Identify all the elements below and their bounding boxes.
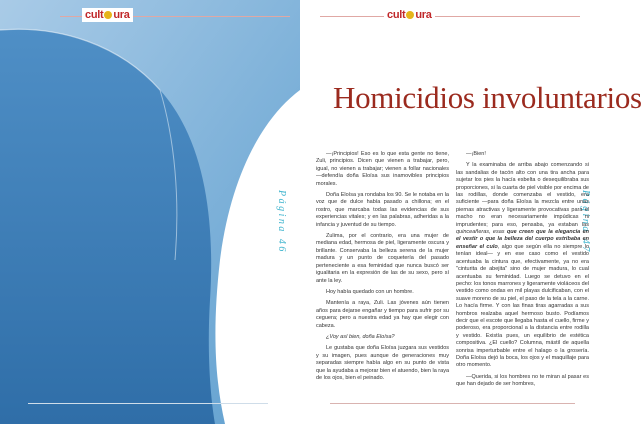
paragraph: Hoy había quedado con un hombre. xyxy=(326,288,414,295)
page-number-left: Página 46 xyxy=(276,190,287,254)
paragraph: Zulima, por el contrario, era una mujer de mediana edad, hermosa de piel, ligeramente oscura y brillante. Conservaba la belleza serena de la mujer madura y un punto de coquetería del pasado perteneciente a esa feminidad que nunca buscó ser igualitaria en la expresión de las de su sexo, pero sí ante la ley. xyxy=(316,233,449,284)
paragraph: ¿Voy así bien, doña Eloísa? xyxy=(326,333,395,340)
magazine-logo xyxy=(82,8,133,22)
page-number-right: Página 47 xyxy=(580,190,591,254)
logo-text-right: ura xyxy=(113,9,130,21)
paragraph-text: , algo que según ella no siempre lo tenían ideal— y en ese caso como el vestido acentuaba la cintura que, efectivamente, ya no era "cinturita de abejita" sino de mujer madura, lo cual acentuaba su feminidad. Luego se detuvo en el pecho: los tonos marrones y ligeramente violáceos del vestido como ondas en mil playas dulcificaban, con el suave moreno de su piel, el paso de la tela a la carne. Lo hacía firme. Y con las finas tiras agarradas a sus hombros realzaba aquel hermoso busto. Podíamos decir que el escote que llegaba hasta el cuello, firme y poderoso, era proporcional a la distancia entre rodilla y vestido. Existía pues, un equilibrio de estética compositiva. ¿El cuello? Columna, mástil de aquella sonrisa imperturbable entre el halago o la grosería. Doña Eloísa dejó la boca, los ojos y el maquillaje para otro momento. xyxy=(456,243,589,369)
emphasis-text: quinceañeras, esas xyxy=(456,229,505,236)
blue-swoosh-graphic xyxy=(0,0,300,424)
paragraph: Doña Eloísa ya rondaba los 90. Se le notaba en la voz que de dulce había pasado a chillona; en el rostro, que marcaba todas las evidencias de sus experiencias vitales; y en las palabras, adheridas a la infancia y juventud de su tiempo. xyxy=(316,192,449,228)
logo-text-left: cult xyxy=(85,9,104,21)
paragraph: —Querida, si los hombres no te miran al pasar es que han dejado de ser hombres, xyxy=(456,373,589,388)
article-column-2 xyxy=(456,151,589,393)
header-rule xyxy=(320,16,580,17)
left-page xyxy=(0,0,300,424)
article-column-1 xyxy=(316,151,449,386)
paragraph: Le gustaba que doña Eloísa juzgara sus vestidos y su imagen, pues aunque de generaciones muy separadas siempre había algo en su punto de vista que la ayudaba a mejorar bien el atuendo, bien la raya de los ojos, bien el peinado. xyxy=(316,345,450,381)
logo-text-right: ura xyxy=(415,9,432,21)
paragraph-text: Y la examinaba de arriba abajo comenzando si las sandalias de tacón alto con una tira ancha para sujetar los pies la hacía esbelta o desequilibraba sus proporciones, si la cuarta de piel visible por encima de las rodillas, donde comenzaba el vestido, era suficiente —para doña Eloísa la mezcla entre unas piernas atractivas y ligeramente provocativas para el macho no eran necesariamente impúdicas ni imprudentes; para eso, pensaba, ya estaban las xyxy=(456,162,589,228)
article-title: Homicidios involuntarios xyxy=(333,80,642,115)
logo-dot-icon xyxy=(406,11,414,19)
emphasis-text: que creen que la elegancia en el vestir o que la belleza del cuerpo estribaba en enseñar el culo xyxy=(456,229,589,250)
paragraph xyxy=(456,162,589,369)
magazine-logo xyxy=(384,8,435,22)
paragraph: Mantenía a raya, Zuli. Las jóvenes aún tienen años para dejarse engañar y tiempo para sufrir por su ceguera; pero a nuestra edad ya hay que elegir con cabeza. xyxy=(316,300,449,329)
logo-dot-icon xyxy=(104,11,112,19)
paragraph: —¡Principios! Eso es lo que esta gente no tiene, Zuli, principios. Dicen que vienen a trabajar, pero, igual, no vienen a trabajar; vienen a follar nacionales —defendía doña Eloísa sus inamovibles principios morales. xyxy=(316,151,449,187)
logo-text-left: cult xyxy=(387,9,406,21)
paragraph: —¡Bien! xyxy=(466,151,486,157)
footer-rule-left xyxy=(28,403,268,404)
footer-rule xyxy=(330,403,575,404)
